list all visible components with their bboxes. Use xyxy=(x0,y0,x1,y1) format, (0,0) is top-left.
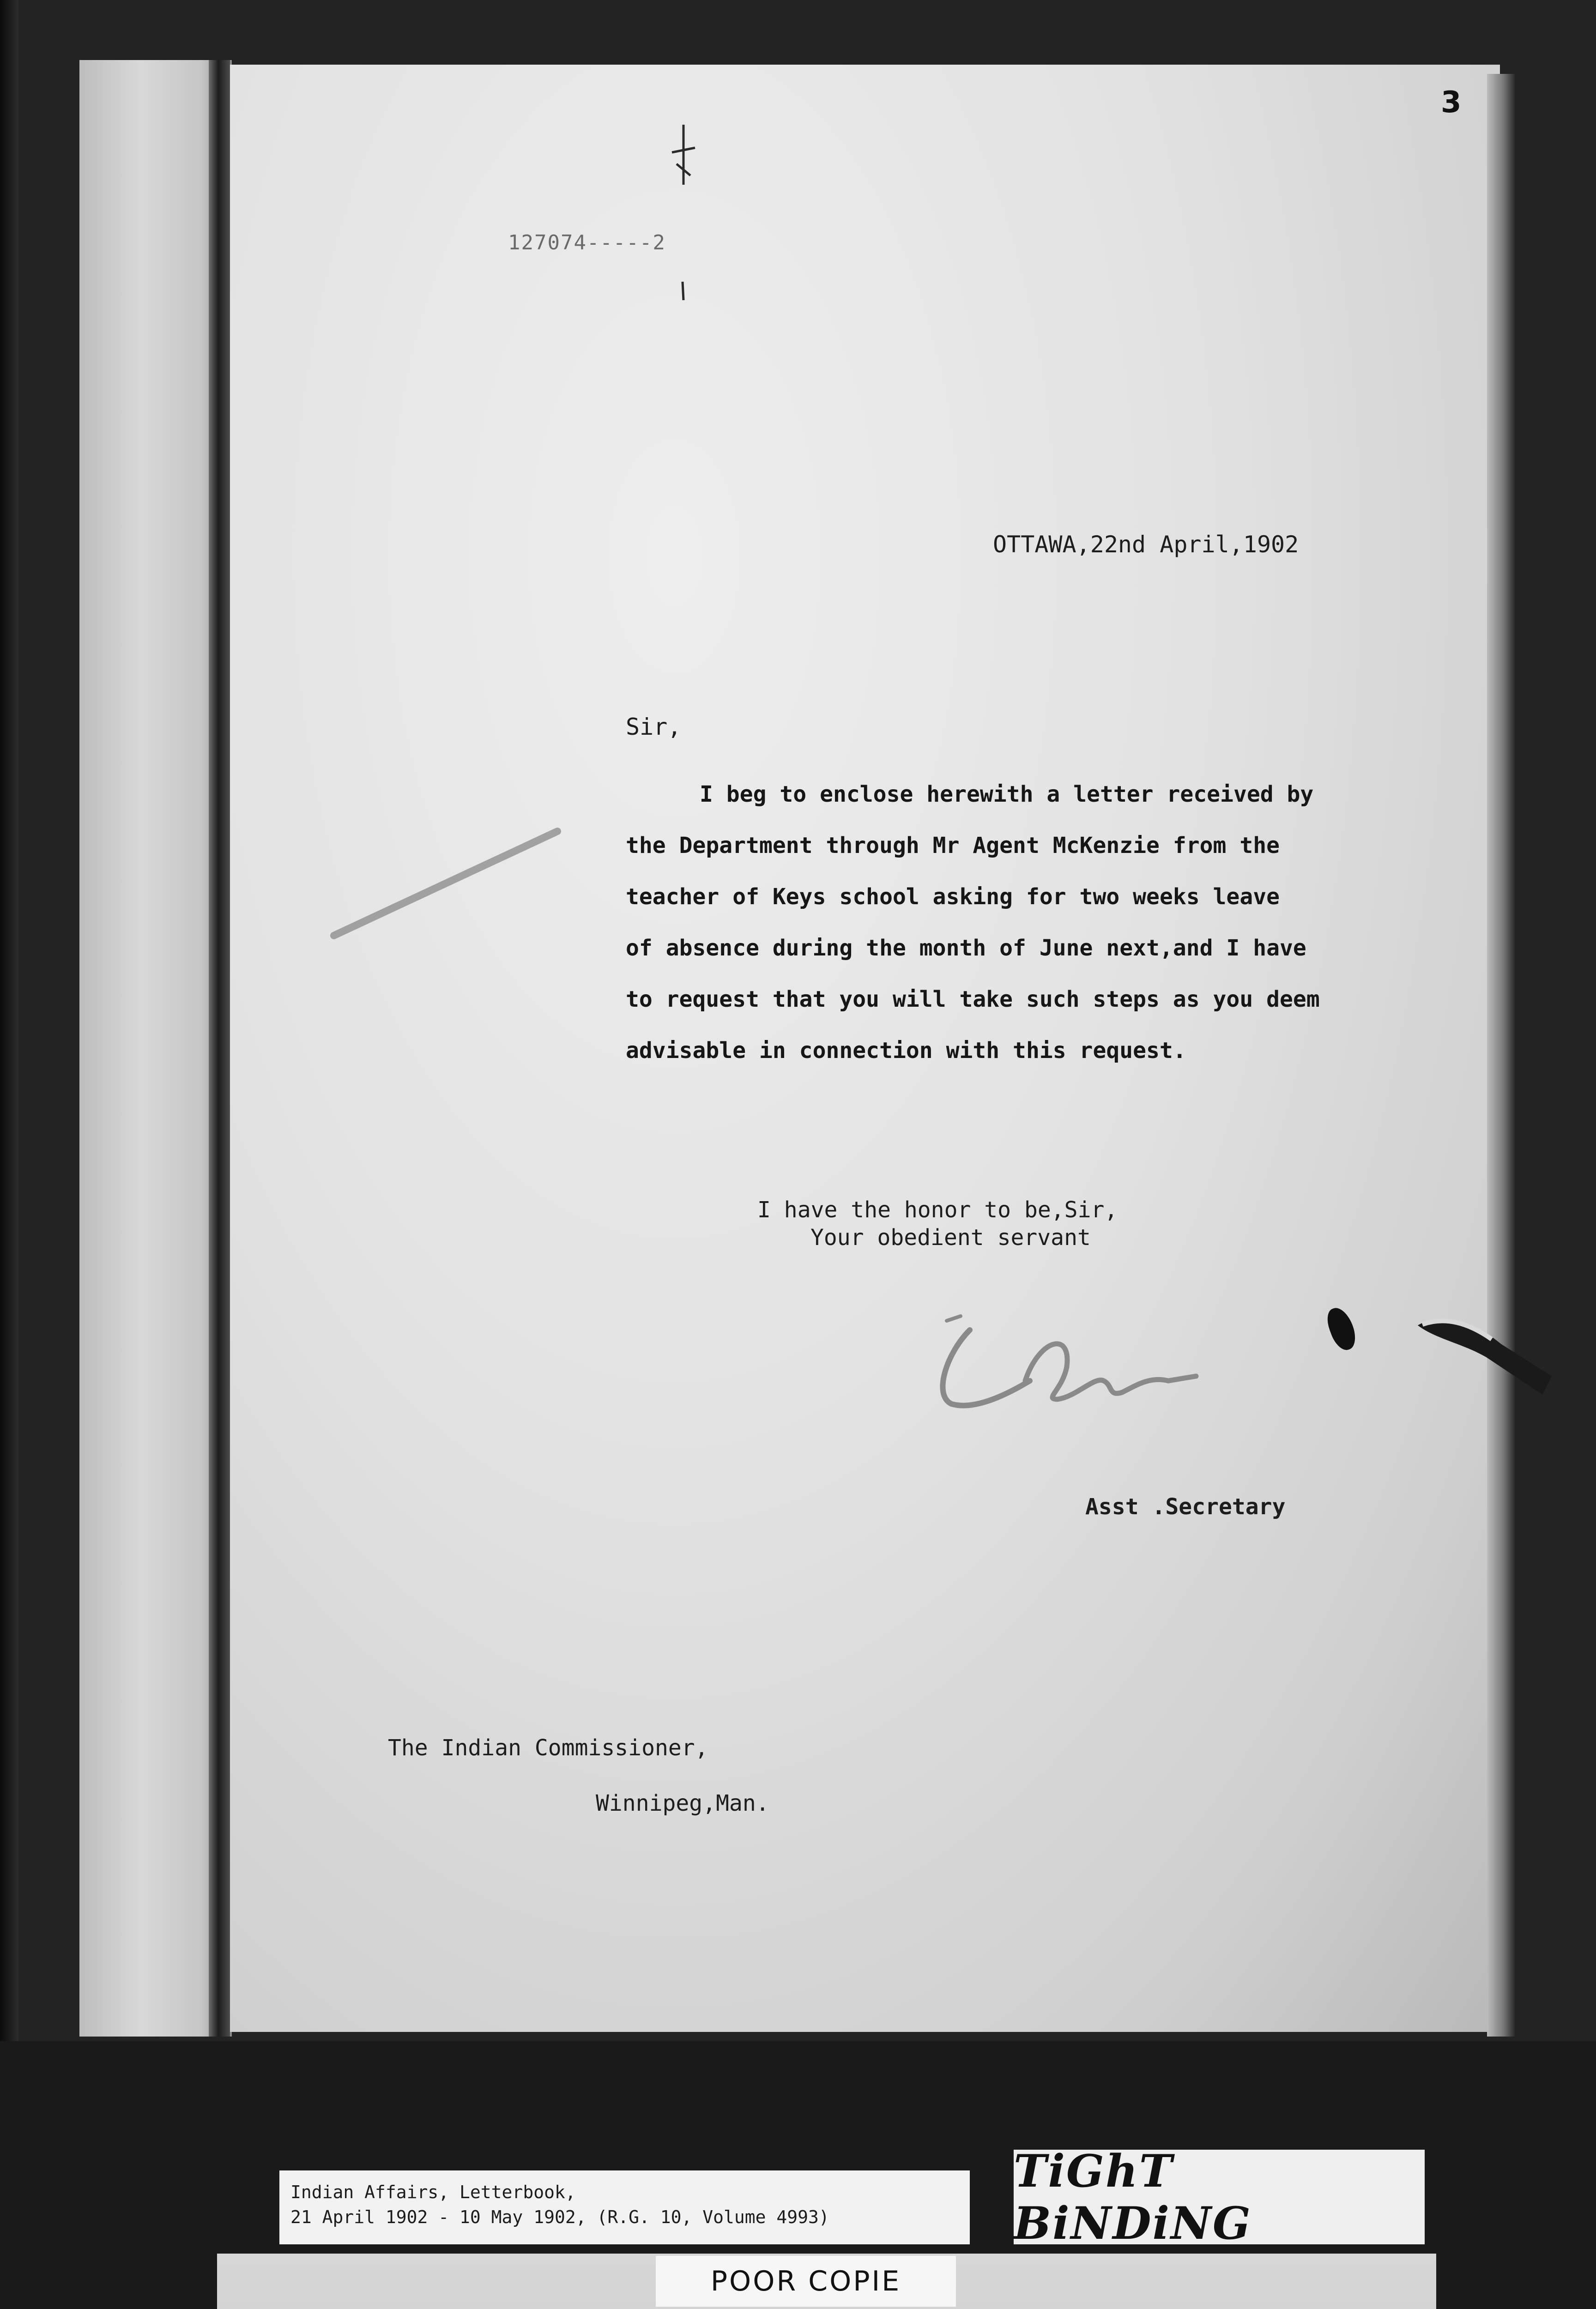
addressee-line: The Indian Commissioner, xyxy=(388,1735,708,1761)
collection-title: Indian Affairs, Letterbook, xyxy=(290,2182,576,2202)
handwritten-signature xyxy=(919,1312,1205,1445)
page-edge-shadow xyxy=(1487,74,1515,2037)
film-edge xyxy=(0,0,18,2263)
file-reference-number: 127074-----2 xyxy=(508,231,666,254)
poor-copy-note: POOR COPIE xyxy=(656,2256,956,2307)
body-line: of absence during the month of June next,and I have xyxy=(626,935,1306,961)
body-line: I beg to enclose herewith a letter received by xyxy=(700,781,1314,807)
closing-line: I have the honor to be,Sir, xyxy=(757,1197,1118,1223)
page-number: 3 xyxy=(1441,85,1462,120)
body-line: teacher of Keys school asking for two weeks leave xyxy=(626,884,1280,910)
tight-binding-note: TiGhT BiNDiNG xyxy=(1014,2150,1425,2244)
binding-gutter xyxy=(209,60,230,2037)
addressee-block xyxy=(388,1720,769,1831)
complimentary-close xyxy=(757,1196,1118,1251)
closing-line: Your obedient servant xyxy=(810,1225,1091,1251)
page-clip xyxy=(1413,1302,1552,1422)
body-line: the Department through Mr Agent McKenzie from the xyxy=(626,833,1280,858)
letter-body xyxy=(626,769,1374,1076)
collection-dates: 21 April 1902 - 10 May 1902, (R.G. 10, Volume 4993) xyxy=(290,2207,829,2227)
addressee-line: Winnipeg,Man. xyxy=(596,1790,769,1816)
signer-title: Asst .Secretary xyxy=(1085,1494,1286,1520)
body-line: advisable in connection with this request. xyxy=(626,1038,1186,1064)
letter-date: OTTAWA,22nd April,1902 xyxy=(993,531,1299,558)
body-line: to request that you will take such steps as you deem xyxy=(626,986,1320,1012)
collection-label xyxy=(279,2170,970,2244)
salutation: Sir, xyxy=(626,713,682,740)
pen-mark xyxy=(670,125,697,309)
